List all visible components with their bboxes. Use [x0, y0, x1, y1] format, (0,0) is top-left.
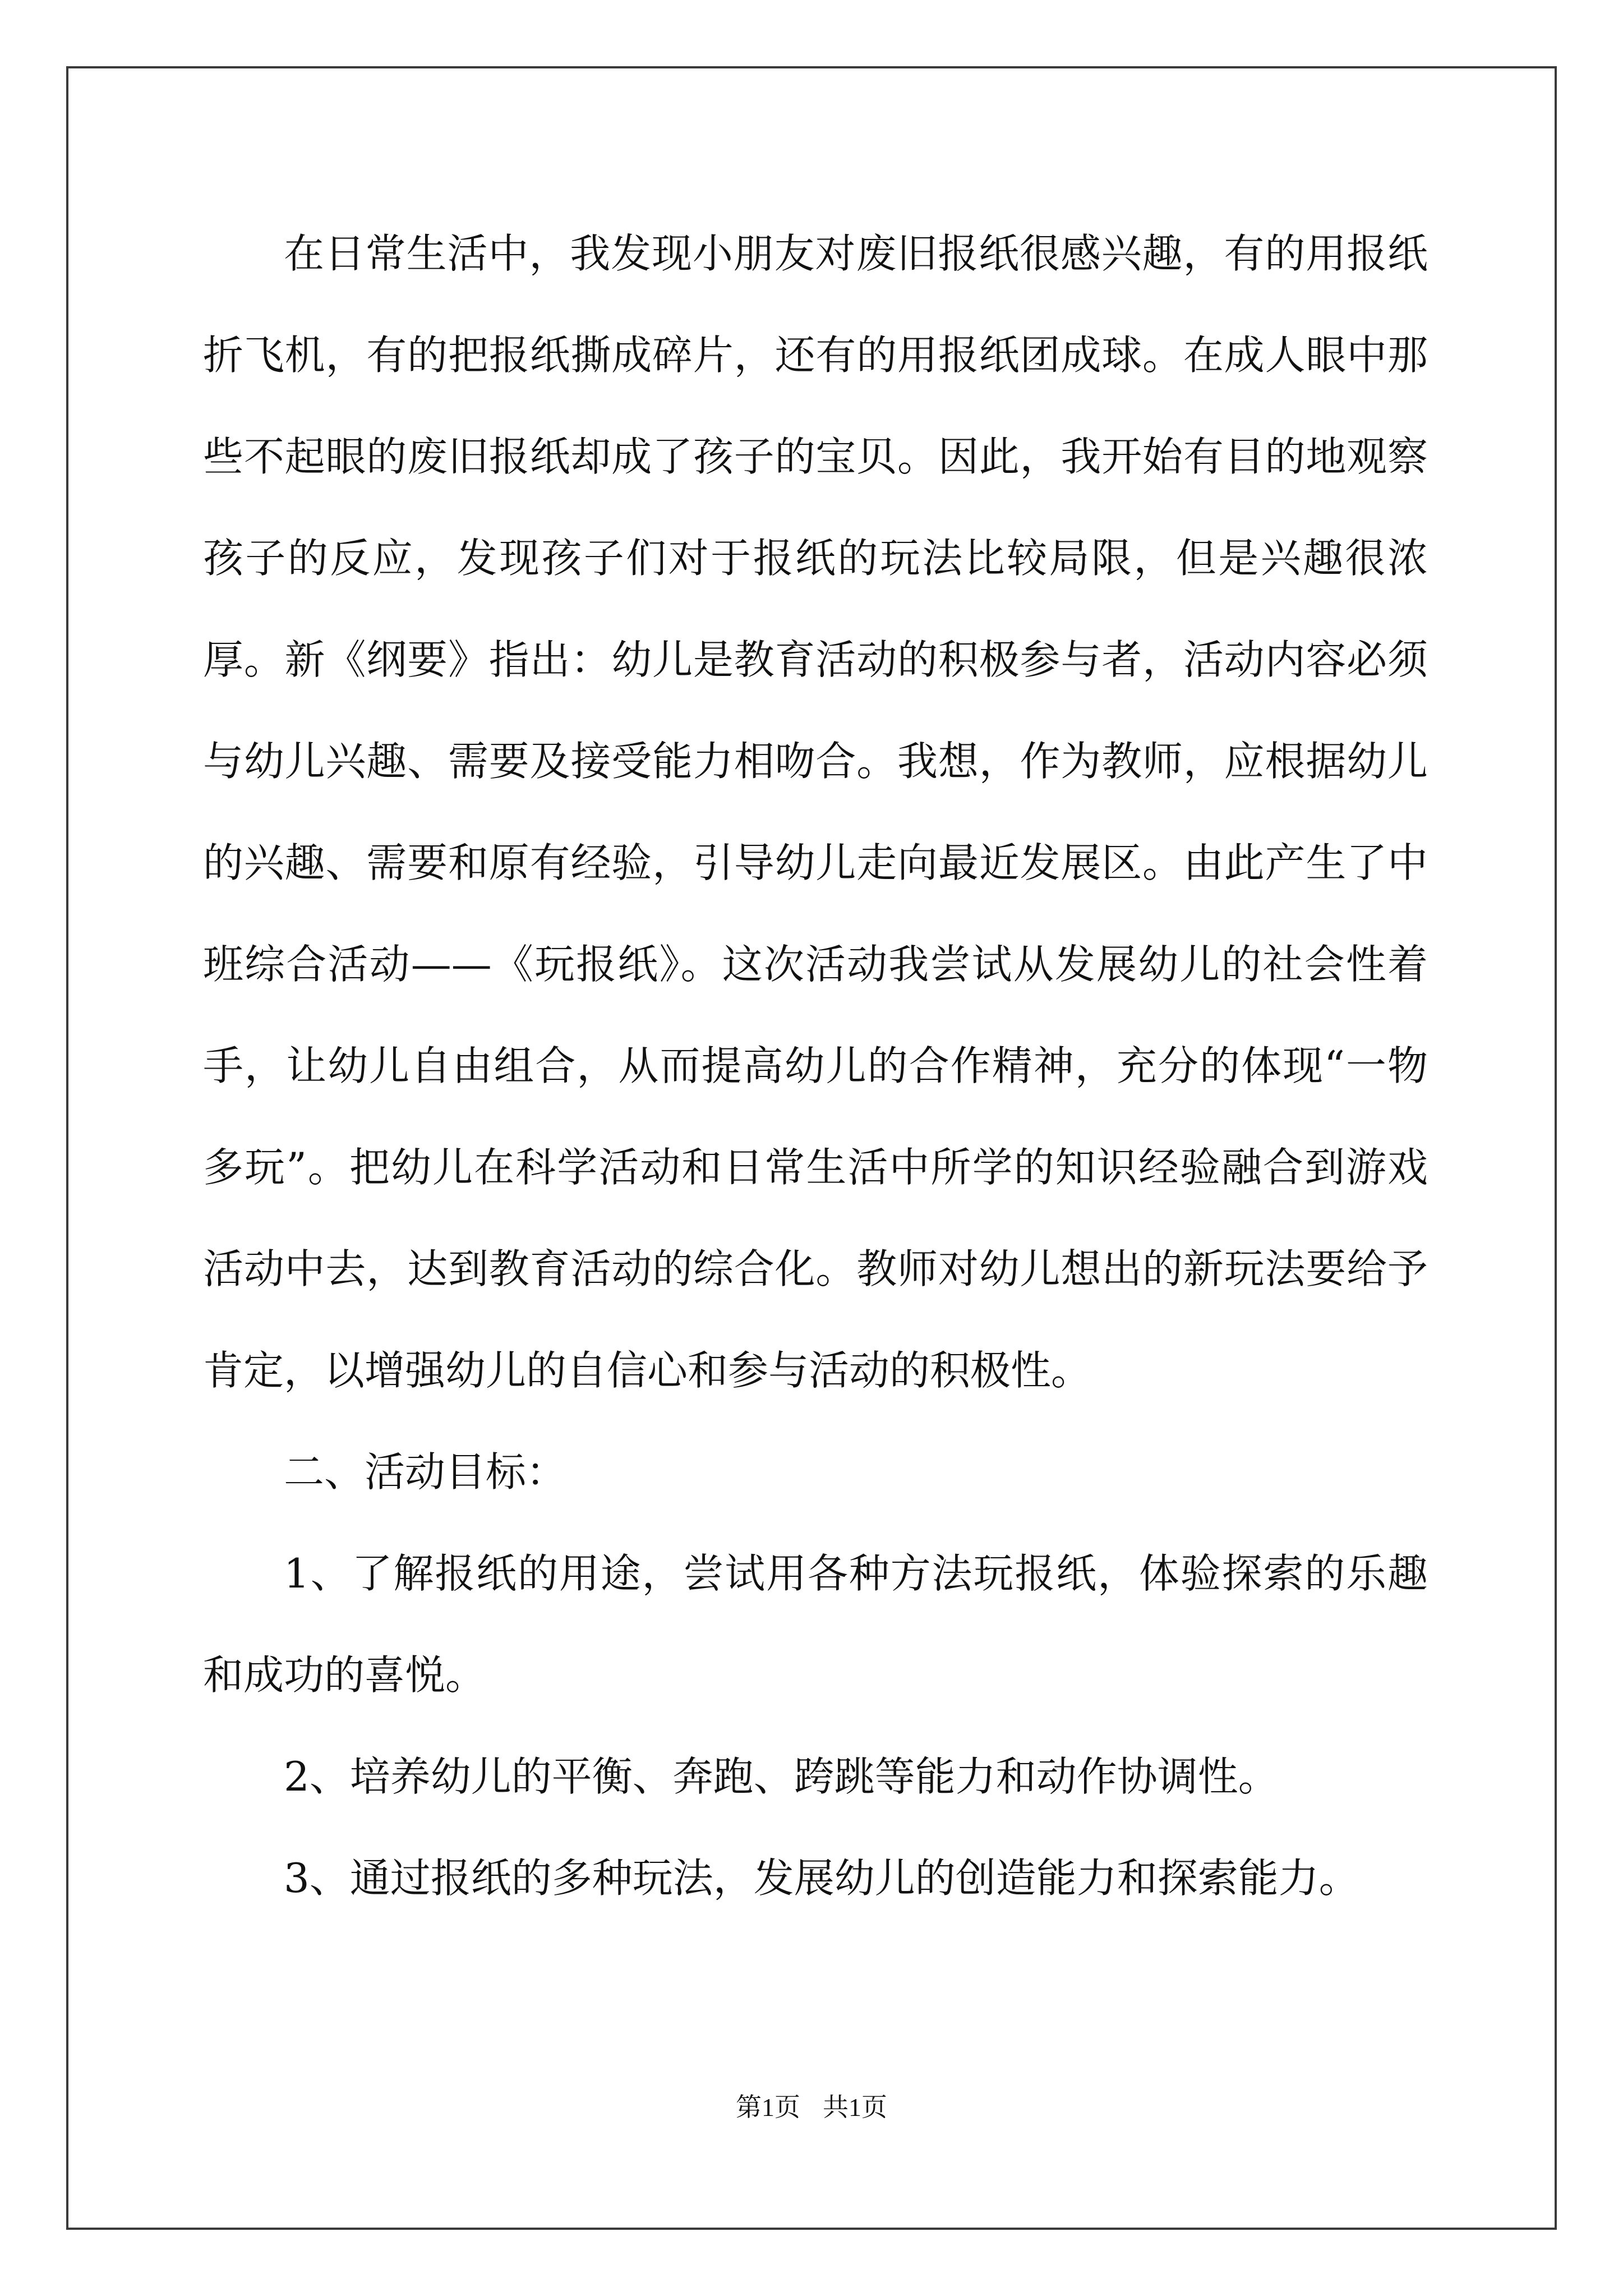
document-body — [203, 203, 1428, 1929]
paragraph-intro: 在日常生活中，我发现小朋友对废旧报纸很感兴趣，有的用报纸折飞机，有的把报纸撕成碎片，还有的用报纸团成球。在成人眼中那些不起眼的废旧报纸却成了孩子的宝贝。因此，我开始有目的地观察孩子的反应，发现孩子们对于报纸的玩法比较局限，但是兴趣很浓厚。新《纲要》指出：幼儿是教育活动的积极参与者，活动内容必须与幼儿兴趣、需要及接受能力相吻合。我想，作为教师，应根据幼儿的兴趣、需要和原有经验，引导幼儿走向最近发展区。由此产生了中班综合活动——《玩报纸》。这次活动我尝试从发展幼儿的社会性着手，让幼儿自由组合，从而提高幼儿的合作精神，充分的体现“一物多玩”。把幼儿在科学活动和日常生活中所学的知识经验融合到游戏活动中去，达到教育活动的综合化。教师对幼儿想出的新玩法要给予肯定，以增强幼儿的自信心和参与活动的积极性。 — [203, 230, 1428, 1394]
section-heading-goals: 二、活动目标： — [284, 1448, 567, 1496]
page-number: 第1页 — [736, 2093, 800, 2122]
goal-item-2: 2、培养幼儿的平衡、奔跑、跨跳等能力和动作协调性。 — [284, 1753, 1279, 1800]
page-total: 共1页 — [823, 2093, 887, 2122]
page-footer — [0, 2087, 1623, 2124]
goal-item-1: 1、了解报纸的用途，尝试用各种方法玩报纸，体验探索的乐趣和成功的喜悦。 — [203, 1550, 1428, 1699]
goal-item-3: 3、通过报纸的多种玩法，发展幼儿的创造能力和探索能力。 — [284, 1855, 1359, 1902]
